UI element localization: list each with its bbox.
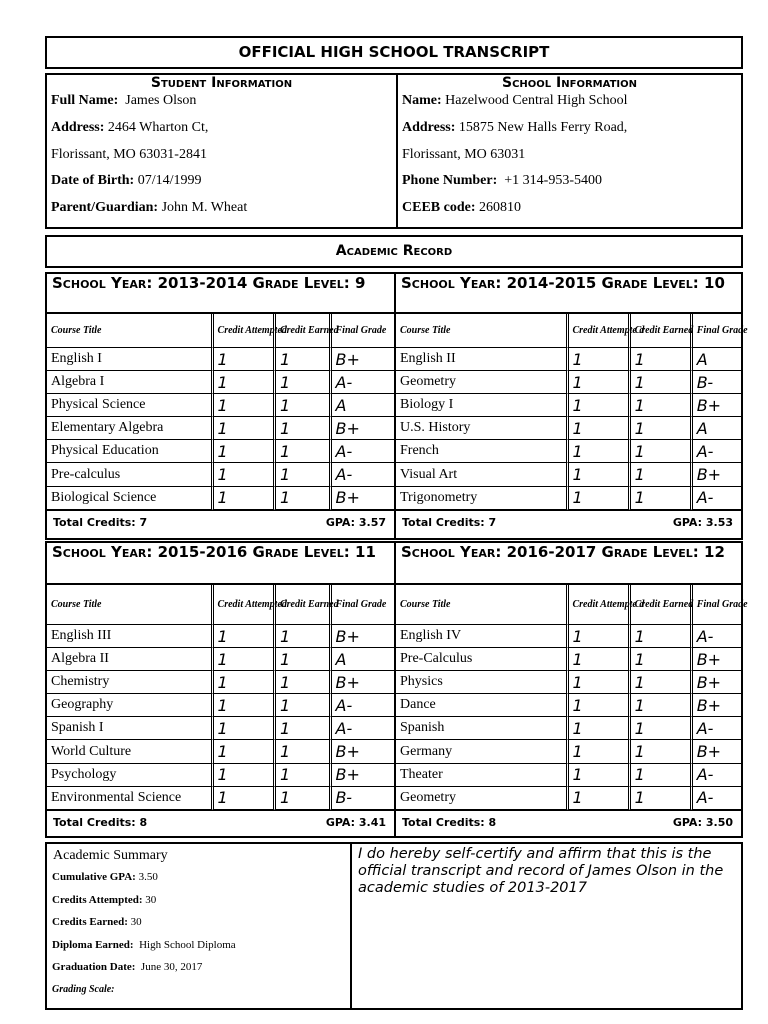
table-row xyxy=(47,394,394,417)
graduation-line: Graduation Date: June 30, 2017 xyxy=(52,961,203,974)
credit-attempted: 1 xyxy=(214,787,276,810)
grading-scale-line xyxy=(47,979,352,1002)
final-grade: B+ xyxy=(693,394,741,417)
course-title: Psychology xyxy=(47,764,214,787)
summary-section xyxy=(45,842,743,1010)
credit-attempted: 1 xyxy=(214,463,276,486)
final-grade: B+ xyxy=(332,764,394,787)
credit-attempted: 1 xyxy=(569,787,631,810)
table-row xyxy=(396,648,741,671)
table-row xyxy=(47,463,394,486)
credit-earned: 1 xyxy=(276,487,332,510)
year-gpa: GPA: 3.57 xyxy=(325,515,386,529)
credit-earned: 1 xyxy=(276,717,332,740)
course-table xyxy=(47,314,394,510)
header-credit-earned: Credit Earned xyxy=(631,585,693,625)
table-row xyxy=(396,463,741,486)
academic-record-heading: Academic Record xyxy=(335,243,453,259)
cumulative-gpa-line: Cumulative GPA: 3.50 xyxy=(52,871,158,883)
credit-earned: 1 xyxy=(631,463,693,486)
credit-attempted: 1 xyxy=(569,717,631,740)
school-address-line-2: Florissant, MO 63031 xyxy=(402,146,526,162)
final-grade: B+ xyxy=(332,625,394,648)
course-table-header xyxy=(47,585,394,625)
header-credit-attempted: Credit Attempted xyxy=(214,314,276,348)
final-grade: A- xyxy=(693,440,741,463)
table-row xyxy=(396,394,741,417)
table-row xyxy=(396,717,741,740)
credit-attempted: 1 xyxy=(569,671,631,694)
table-row xyxy=(47,740,394,763)
final-grade: B+ xyxy=(693,648,741,671)
credit-attempted: 1 xyxy=(569,394,631,417)
credit-attempted: 1 xyxy=(214,764,276,787)
school-ceeb: 260810 xyxy=(479,200,521,216)
header-credit-attempted: Credit Attempted xyxy=(214,585,276,625)
credit-attempted: 1 xyxy=(214,394,276,417)
final-grade: B+ xyxy=(332,671,394,694)
credit-attempted: 1 xyxy=(214,625,276,648)
course-title: English III xyxy=(47,625,214,648)
credit-earned: 1 xyxy=(631,417,693,440)
credit-attempted: 1 xyxy=(214,671,276,694)
school-phone-line: Phone Number: +1 314-953-5400 xyxy=(402,173,603,189)
table-row xyxy=(396,348,741,371)
credit-earned: 1 xyxy=(631,648,693,671)
academic-record-header xyxy=(45,235,743,268)
credit-attempted: 1 xyxy=(569,440,631,463)
final-grade: A xyxy=(693,348,741,371)
school-ceeb-line: CEEB code: 260810 xyxy=(402,200,521,216)
credit-earned: 1 xyxy=(631,487,693,510)
course-table-header xyxy=(396,585,741,625)
header-final-grade: Final Grade xyxy=(332,585,394,625)
summary-heading: Academic Summary xyxy=(53,848,168,863)
credit-attempted: 1 xyxy=(569,740,631,763)
credit-earned: 1 xyxy=(276,764,332,787)
credit-earned: 1 xyxy=(631,671,693,694)
final-grade: B+ xyxy=(693,463,741,486)
school-info-heading: School Information xyxy=(502,75,637,91)
school-phone: +1 314-953-5400 xyxy=(504,173,603,189)
credit-attempted: 1 xyxy=(569,648,631,671)
credit-attempted: 1 xyxy=(569,625,631,648)
header-credit-attempted: Credit Attempte d xyxy=(569,585,631,625)
course-title: Elementary Algebra xyxy=(47,417,214,440)
credit-earned: 1 xyxy=(631,371,693,394)
course-title: English II xyxy=(396,348,569,371)
certification-statement: I do hereby self-certify and affirm that this is the official transcript and record of James Olson in the academic studies of 2013-2017 xyxy=(358,846,724,896)
final-grade: A xyxy=(693,417,741,440)
transcript-title xyxy=(45,36,743,69)
final-grade: A xyxy=(332,394,394,417)
table-row xyxy=(47,671,394,694)
course-title: English I xyxy=(47,348,214,371)
credit-earned: 1 xyxy=(631,717,693,740)
table-row xyxy=(47,371,394,394)
credit-earned: 1 xyxy=(631,348,693,371)
table-row xyxy=(47,764,394,787)
final-grade: A- xyxy=(693,787,741,810)
course-title: Biological Science xyxy=(47,487,214,510)
table-row xyxy=(47,440,394,463)
final-grade: A- xyxy=(332,717,394,740)
table-row xyxy=(47,717,394,740)
header-credit-earned: Credit Earned xyxy=(276,314,332,348)
final-grade: B+ xyxy=(693,740,741,763)
table-row xyxy=(396,671,741,694)
student-guardian: John M. Wheat xyxy=(161,200,248,216)
course-title: French xyxy=(396,440,569,463)
course-title: Pre-calculus xyxy=(47,463,214,486)
final-grade: A- xyxy=(332,694,394,717)
final-grade: B+ xyxy=(332,417,394,440)
credits-attempted-line: Credits Attempted: 30 xyxy=(52,893,157,906)
credit-earned: 1 xyxy=(276,625,332,648)
credit-earned: 1 xyxy=(276,740,332,763)
school-address-line: Address: 15875 New Halls Ferry Road, xyxy=(402,119,628,135)
student-name-line: Full Name: James Olson xyxy=(51,93,197,108)
course-title: Physics xyxy=(396,671,569,694)
course-title: Chemistry xyxy=(47,671,214,694)
credit-attempted: 1 xyxy=(569,371,631,394)
grading-scale-label: Grading Scale: xyxy=(52,983,115,995)
info-section xyxy=(45,73,743,229)
school-year-heading: School Year: 2014-2015 Grade Level: 10 xyxy=(396,274,741,314)
credits-earned: 30 xyxy=(130,916,142,929)
course-title: Biology I xyxy=(396,394,569,417)
page-title: OFFICIAL HIGH SCHOOL TRANSCRIPT xyxy=(238,43,550,61)
table-row xyxy=(396,440,741,463)
table-row xyxy=(47,487,394,510)
total-credits: Total Credits: 8 xyxy=(53,815,148,829)
course-title: Algebra I xyxy=(47,371,214,394)
credit-attempted: 1 xyxy=(569,487,631,510)
final-grade: B+ xyxy=(693,671,741,694)
credit-earned: 1 xyxy=(276,348,332,371)
credit-earned: 1 xyxy=(276,671,332,694)
final-grade: B+ xyxy=(332,487,394,510)
final-grade: A- xyxy=(693,625,741,648)
credit-earned: 1 xyxy=(631,694,693,717)
credit-earned: 1 xyxy=(276,417,332,440)
course-title: Physical Education xyxy=(47,440,214,463)
course-title: Visual Art xyxy=(396,463,569,486)
course-title: Pre-Calculus xyxy=(396,648,569,671)
header-course-title: Course Title xyxy=(47,585,214,625)
header-credit-earned: Credit Earned xyxy=(631,314,693,348)
header-course-title: Course Title xyxy=(47,314,214,348)
course-title: Geometry xyxy=(396,371,569,394)
credit-earned: 1 xyxy=(631,440,693,463)
year-totals xyxy=(47,810,394,834)
course-title: English IV xyxy=(396,625,569,648)
table-row xyxy=(47,348,394,371)
cumulative-gpa: 3.50 xyxy=(138,871,158,883)
year-gpa: GPA: 3.50 xyxy=(672,815,733,829)
course-table xyxy=(396,585,748,810)
years-row-2 xyxy=(45,541,748,838)
final-grade: A- xyxy=(332,371,394,394)
course-title: Spanish I xyxy=(47,717,214,740)
credits-earned-line: Credits Earned: 30 xyxy=(52,916,142,929)
year-gpa: GPA: 3.41 xyxy=(325,815,386,829)
credit-attempted: 1 xyxy=(214,717,276,740)
course-table-header xyxy=(396,314,741,348)
student-info xyxy=(47,75,396,227)
header-final-grade: Final Grade xyxy=(693,585,741,625)
credit-earned: 1 xyxy=(276,463,332,486)
table-row xyxy=(47,694,394,717)
table-row xyxy=(396,417,741,440)
credit-attempted: 1 xyxy=(569,694,631,717)
school-name-line: Name: Hazelwood Central High School xyxy=(402,93,628,108)
credit-earned: 1 xyxy=(276,694,332,717)
final-grade: B+ xyxy=(332,740,394,763)
credit-earned: 1 xyxy=(276,787,332,810)
diploma-earned: High School Diploma xyxy=(139,938,236,951)
year-block-2016-2017 xyxy=(396,543,748,836)
school-address: 15875 New Halls Ferry Road, xyxy=(458,119,628,135)
final-grade: A- xyxy=(332,463,394,486)
course-title: Algebra II xyxy=(47,648,214,671)
course-title: Theater xyxy=(396,764,569,787)
year-block-2013-2014 xyxy=(47,274,394,538)
credit-attempted: 1 xyxy=(569,348,631,371)
credit-attempted: 1 xyxy=(214,487,276,510)
total-credits: Total Credits: 7 xyxy=(402,515,497,529)
student-name: James Olson xyxy=(125,93,197,108)
final-grade: A- xyxy=(332,440,394,463)
credit-attempted: 1 xyxy=(214,648,276,671)
course-title: Environmental Science xyxy=(47,787,214,810)
course-title: Geometry xyxy=(396,787,569,810)
credit-earned: 1 xyxy=(631,787,693,810)
table-row xyxy=(396,625,741,648)
credit-attempted: 1 xyxy=(569,463,631,486)
student-address: 2464 Wharton Ct, xyxy=(107,119,209,135)
table-row xyxy=(396,764,741,787)
credit-attempted: 1 xyxy=(214,371,276,394)
final-grade: A- xyxy=(693,487,741,510)
school-year-heading: School Year: 2013-2014 Grade Level: 9 xyxy=(47,274,394,314)
year-totals xyxy=(396,510,741,534)
final-grade: A xyxy=(332,648,394,671)
credit-attempted: 1 xyxy=(214,740,276,763)
final-grade: B- xyxy=(332,787,394,810)
year-totals xyxy=(396,810,741,834)
school-year-heading: School Year: 2016-2017 Grade Level: 12 xyxy=(396,543,741,585)
table-row xyxy=(396,694,741,717)
credit-attempted: 1 xyxy=(214,417,276,440)
credit-earned: 1 xyxy=(631,764,693,787)
diploma-line: Diploma Earned: High School Diploma xyxy=(52,938,236,951)
course-title: World Culture xyxy=(47,740,214,763)
header-course-title: Course Title xyxy=(396,314,569,348)
final-grade: A- xyxy=(693,717,741,740)
table-row xyxy=(396,787,741,810)
course-table xyxy=(396,314,748,510)
credit-earned: 1 xyxy=(276,440,332,463)
total-credits: Total Credits: 8 xyxy=(402,815,497,829)
student-address-line-2: Florissant, MO 63031-2841 xyxy=(51,146,207,162)
course-title: Dance xyxy=(396,694,569,717)
course-title: Germany xyxy=(396,740,569,763)
final-grade: B+ xyxy=(693,694,741,717)
credit-attempted: 1 xyxy=(214,348,276,371)
credit-earned: 1 xyxy=(276,394,332,417)
header-credit-earned: Credit Earned xyxy=(276,585,332,625)
student-guardian-line: Parent/Guardian: John M. Wheat xyxy=(51,200,248,216)
header-credit-attempted: Credit Attempte d xyxy=(569,314,631,348)
year-block-2014-2015 xyxy=(396,274,748,538)
year-gpa: GPA: 3.53 xyxy=(672,515,733,529)
year-totals xyxy=(47,510,394,534)
credit-attempted: 1 xyxy=(569,764,631,787)
years-row-1 xyxy=(45,272,748,540)
table-row xyxy=(47,787,394,810)
student-address-line: Address: 2464 Wharton Ct, xyxy=(51,119,209,135)
course-title: Physical Science xyxy=(47,394,214,417)
course-table-header xyxy=(47,314,394,348)
course-table xyxy=(47,585,394,810)
table-row xyxy=(396,487,741,510)
credit-earned: 1 xyxy=(631,740,693,763)
school-name: Hazelwood Central High School xyxy=(445,93,628,108)
credit-attempted: 1 xyxy=(569,417,631,440)
final-grade: B- xyxy=(693,371,741,394)
student-dob-line: Date of Birth: 07/14/1999 xyxy=(51,173,202,189)
student-info-heading: Student Information xyxy=(150,75,293,91)
course-title: Geography xyxy=(47,694,214,717)
credit-earned: 1 xyxy=(631,625,693,648)
credit-earned: 1 xyxy=(276,371,332,394)
final-grade: B+ xyxy=(332,348,394,371)
table-row xyxy=(47,648,394,671)
table-row xyxy=(47,625,394,648)
year-block-2015-2016 xyxy=(47,543,394,836)
course-title: Trigonometry xyxy=(396,487,569,510)
academic-summary xyxy=(47,846,352,1008)
graduation-date: June 30, 2017 xyxy=(140,961,203,974)
student-dob: 07/14/1999 xyxy=(137,173,202,189)
credits-attempted: 30 xyxy=(145,893,157,906)
header-final-grade: Final Grade xyxy=(332,314,394,348)
header-course-title: Course Title xyxy=(396,585,569,625)
course-title: U.S. History xyxy=(396,417,569,440)
header-final-grade: Final Grade xyxy=(693,314,741,348)
table-row xyxy=(396,371,741,394)
final-grade: A- xyxy=(693,764,741,787)
table-row xyxy=(396,740,741,763)
credit-earned: 1 xyxy=(631,394,693,417)
school-info xyxy=(398,75,741,227)
credit-attempted: 1 xyxy=(214,440,276,463)
credit-attempted: 1 xyxy=(214,694,276,717)
credit-earned: 1 xyxy=(276,648,332,671)
school-year-heading: School Year: 2015-2016 Grade Level: 11 xyxy=(47,543,394,585)
course-title: Spanish xyxy=(396,717,569,740)
total-credits: Total Credits: 7 xyxy=(53,515,148,529)
table-row xyxy=(47,417,394,440)
